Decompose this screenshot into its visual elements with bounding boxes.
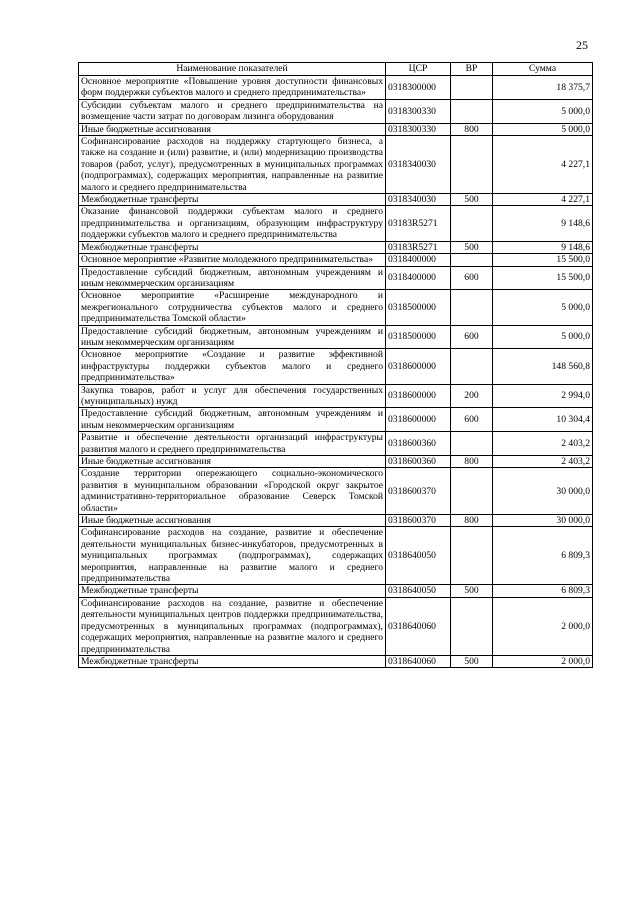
- table-row: [79, 99, 593, 123]
- row-sum: 30 000,0: [493, 468, 593, 515]
- table-row: [79, 206, 593, 241]
- row-csr: 0318300330: [386, 99, 451, 123]
- row-name: Субсидии субъектам малого и среднего предпринимательства на возмещение части затрат по договорам лизинга оборудования: [79, 99, 386, 123]
- table-body: [79, 76, 593, 668]
- row-vr: 600: [451, 325, 493, 349]
- row-name: Иные бюджетные ассигнования: [79, 515, 386, 527]
- row-vr: 600: [451, 408, 493, 432]
- row-sum: 10 304,4: [493, 408, 593, 432]
- row-csr: 0318400000: [386, 254, 451, 266]
- row-sum: 9 148,6: [493, 241, 593, 253]
- row-name: Предоставление субсидий бюджетным, автономным учреждениям и иным некоммерческим организациям: [79, 408, 386, 432]
- row-name: Основное мероприятие «Повышение уровня доступности финансовых форм поддержки субъектов малого и среднего предпринимательства»: [79, 76, 386, 100]
- row-name: Межбюджетные трансферты: [79, 585, 386, 597]
- table-row: [79, 194, 593, 206]
- row-csr: 0318640060: [386, 655, 451, 667]
- row-sum: 4 227,1: [493, 136, 593, 194]
- row-sum: 2 403,2: [493, 432, 593, 456]
- row-vr: 500: [451, 655, 493, 667]
- row-sum: 5 000,0: [493, 290, 593, 325]
- row-name: Софинансирование расходов на создание, развитие и обеспечение деятельности муниципальных центров поддержки предпринимательства, предусмотренных в муниципальных программах (подпрограммах), содержащих мероприятия, направленные на развитие малого и среднего предпринимательства: [79, 597, 386, 655]
- row-name: Закупка товаров, работ и услуг для обеспечения государственных (муниципальных) нужд: [79, 384, 386, 408]
- table-row: [79, 136, 593, 194]
- row-name: Софинансирование расходов на поддержку стартующего бизнеса, а также на создание и (или) развитие, и (или) модернизацию производства товаров (работ, услуг), предусмотренных в муниципальных программах (подпрограммах), содержащих мероприятия, направленные на развитие малого и среднего предпринимательства: [79, 136, 386, 194]
- row-csr: 03183R5271: [386, 206, 451, 241]
- row-sum: 4 227,1: [493, 194, 593, 206]
- table-row: [79, 254, 593, 266]
- row-name: Основное мероприятие «Расширение международного и межрегионального сотрудничества субъектов малого и среднего предпринимательства Томской области»: [79, 290, 386, 325]
- table-row: [79, 266, 593, 290]
- table-row: [79, 76, 593, 100]
- row-vr: [451, 99, 493, 123]
- row-csr: 0318300000: [386, 76, 451, 100]
- table-row: [79, 325, 593, 349]
- row-name: Межбюджетные трансферты: [79, 194, 386, 206]
- row-name: Предоставление субсидий бюджетным, автономным учреждениям и иным некоммерческим организациям: [79, 266, 386, 290]
- row-vr: 500: [451, 194, 493, 206]
- table-header-row: [79, 63, 593, 76]
- row-sum: 2 000,0: [493, 655, 593, 667]
- row-sum: 18 375,7: [493, 76, 593, 100]
- row-csr: 0318600000: [386, 349, 451, 384]
- row-sum: 2 000,0: [493, 597, 593, 655]
- table-row: [79, 456, 593, 468]
- row-name: Иные бюджетные ассигнования: [79, 123, 386, 135]
- table-row: [79, 515, 593, 527]
- row-sum: 6 809,3: [493, 527, 593, 585]
- budget-table: [78, 62, 593, 668]
- row-name: Иные бюджетные ассигнования: [79, 456, 386, 468]
- row-csr: 0318600000: [386, 384, 451, 408]
- row-csr: 0318640050: [386, 527, 451, 585]
- row-vr: 200: [451, 384, 493, 408]
- row-sum: 2 403,2: [493, 456, 593, 468]
- table-row: [79, 123, 593, 135]
- row-vr: [451, 206, 493, 241]
- row-sum: 5 000,0: [493, 325, 593, 349]
- header-csr: ЦСР: [386, 63, 451, 76]
- row-csr: 0318600360: [386, 432, 451, 456]
- row-csr: 0318640060: [386, 597, 451, 655]
- row-vr: 600: [451, 266, 493, 290]
- row-name: Межбюджетные трансферты: [79, 241, 386, 253]
- row-csr: 0318300330: [386, 123, 451, 135]
- page-number: 25: [576, 38, 588, 52]
- row-csr: 0318600370: [386, 468, 451, 515]
- row-name: Основное мероприятие «Создание и развитие эффективной инфраструктуры поддержки субъектов малого и среднего предпринимательства»: [79, 349, 386, 384]
- table-row: [79, 349, 593, 384]
- row-sum: 9 148,6: [493, 206, 593, 241]
- row-csr: 0318340030: [386, 194, 451, 206]
- table-row: [79, 655, 593, 667]
- table-row: [79, 408, 593, 432]
- row-vr: [451, 254, 493, 266]
- row-vr: [451, 136, 493, 194]
- row-name: Оказание финансовой поддержки субъектам малого и среднего предпринимательства и организациям, образующим инфраструктуру поддержки субъектов малого и среднего предпринимательства: [79, 206, 386, 241]
- header-vr: ВР: [451, 63, 493, 76]
- header-name: Наименование показателей: [79, 63, 386, 76]
- row-csr: 0318600370: [386, 515, 451, 527]
- table-row: [79, 585, 593, 597]
- row-vr: 500: [451, 241, 493, 253]
- row-csr: 0318600000: [386, 408, 451, 432]
- row-csr: 0318640050: [386, 585, 451, 597]
- row-vr: [451, 432, 493, 456]
- table-row: [79, 290, 593, 325]
- table-row: [79, 432, 593, 456]
- row-sum: 15 500,0: [493, 266, 593, 290]
- row-vr: 800: [451, 515, 493, 527]
- row-csr: 0318500000: [386, 325, 451, 349]
- row-vr: [451, 468, 493, 515]
- row-sum: 5 000,0: [493, 99, 593, 123]
- row-vr: [451, 597, 493, 655]
- row-csr: 0318500000: [386, 290, 451, 325]
- header-sum: Сумма: [493, 63, 593, 76]
- row-sum: 2 994,0: [493, 384, 593, 408]
- row-sum: 6 809,3: [493, 585, 593, 597]
- table-row: [79, 597, 593, 655]
- row-vr: 800: [451, 123, 493, 135]
- row-vr: [451, 349, 493, 384]
- row-name: Развитие и обеспечение деятельности организаций инфраструктуры развития малого и среднего предпринимательства: [79, 432, 386, 456]
- row-sum: 5 000,0: [493, 123, 593, 135]
- table-row: [79, 468, 593, 515]
- row-csr: 0318600360: [386, 456, 451, 468]
- row-sum: 148 560,8: [493, 349, 593, 384]
- table-row: [79, 384, 593, 408]
- row-name: Предоставление субсидий бюджетным, автономным учреждениям и иным некоммерческим организациям: [79, 325, 386, 349]
- row-sum: 15 500,0: [493, 254, 593, 266]
- row-name: Создание территории опережающего социально-экономического развития в муниципальном образовании «Городской округ закрытое административно-территориальное образование Северск Томской области»: [79, 468, 386, 515]
- row-vr: 800: [451, 456, 493, 468]
- row-vr: [451, 527, 493, 585]
- row-name: Межбюджетные трансферты: [79, 655, 386, 667]
- table-row: [79, 527, 593, 585]
- row-vr: [451, 290, 493, 325]
- table-row: [79, 241, 593, 253]
- row-sum: 30 000,0: [493, 515, 593, 527]
- row-csr: 0318340030: [386, 136, 451, 194]
- row-name: Софинансирование расходов на создание, развитие и обеспечение деятельности муниципальных бизнес-инкубаторов, предусмотренных в муниципальных программах (подпрограммах), содержащих мероприятия, направленные на развитие малого и среднего предпринимательства: [79, 527, 386, 585]
- row-csr: 03183R5271: [386, 241, 451, 253]
- row-vr: 500: [451, 585, 493, 597]
- row-name: Основное мероприятие «Развитие молодежного предпринимательства»: [79, 254, 386, 266]
- row-vr: [451, 76, 493, 100]
- row-csr: 0318400000: [386, 266, 451, 290]
